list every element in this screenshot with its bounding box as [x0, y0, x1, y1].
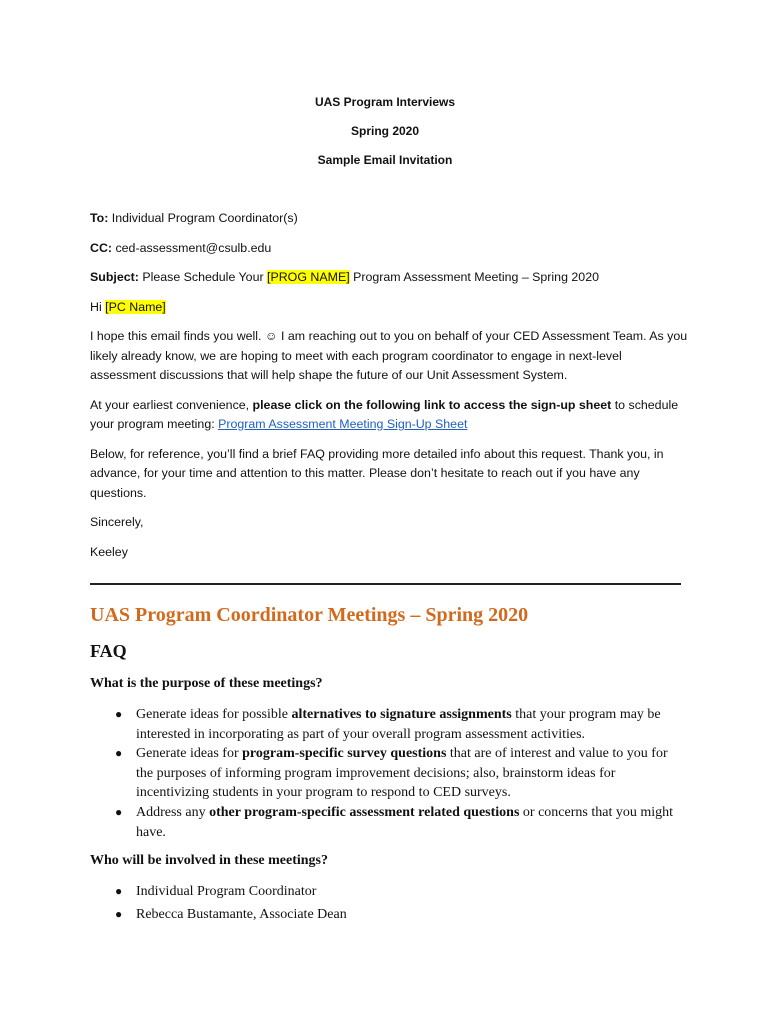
cc-line	[90, 239, 690, 259]
faq-heading: FAQ	[90, 641, 127, 661]
paragraph-intro: I hope this email finds you well. ☺ I am reaching out to you on behalf of your CED Assessment Team. As you likely already know, we are hoping to meet with each program coordinator to engage in next-level assessment discussions that will help shape the future of our Unit Assessment System.	[90, 329, 688, 382]
faq-purpose-list	[115, 705, 686, 842]
greeting-text: Hi	[90, 299, 106, 314]
faq-section-title: UAS Program Coordinator Meetings – Spring 2020	[90, 604, 529, 626]
bullet-icon: ●	[115, 707, 123, 721]
to-line	[90, 209, 690, 229]
document-subtitle: Sample Email Invitation	[317, 153, 453, 167]
faq-question-purpose: What is the purpose of these meetings?	[90, 676, 323, 691]
item-emphasis: other program-specific assessment related questions	[209, 804, 520, 820]
signup-text-pre: At your earliest convenience,	[90, 397, 253, 412]
greeting-line	[90, 298, 690, 318]
item-text: that your program may be interested in incorporating as part of your overall program assessment activities.	[136, 707, 661, 742]
item-text: Generate ideas for	[136, 746, 243, 762]
bullet-icon: ●	[115, 746, 123, 761]
item-emphasis: alternatives to signature assignments	[291, 707, 512, 722]
subject-text-post: Program Assessment Meeting – Spring 2020	[349, 270, 599, 284]
closing: Sincerely,	[90, 515, 144, 529]
signup-sheet-link[interactable]: Program Assessment Meeting Sign-Up Sheet	[218, 417, 468, 431]
signature: Keeley	[90, 544, 128, 559]
email-body	[90, 209, 690, 562]
section-divider	[90, 583, 681, 585]
document-term: Spring 2020	[350, 124, 420, 138]
list-item	[115, 705, 686, 744]
greeting-placeholder-pc-name: [PC Name]	[105, 299, 166, 314]
document-title: UAS Program Interviews	[314, 95, 456, 109]
list-item	[115, 905, 686, 925]
signup-text-bold: please click on the following link to access the sign-up sheet	[252, 397, 612, 412]
faq-participants-list	[115, 882, 686, 924]
signup-text-mid: to schedule your program meeting:	[90, 397, 679, 431]
item-text: Generate ideas for possible	[136, 707, 292, 722]
cc-label: CC:	[90, 240, 113, 255]
to-label: To:	[90, 211, 109, 225]
subject-line	[90, 268, 690, 288]
item-text: or concerns that you might have.	[136, 804, 673, 840]
bullet-icon: ●	[115, 884, 123, 898]
subject-text-pre: Please Schedule Your	[138, 270, 268, 284]
item-text: Address any	[136, 804, 210, 820]
item-text: Individual Program Coordinator	[136, 884, 317, 899]
subject-placeholder-prog-name: [PROG NAME]	[267, 270, 350, 284]
list-item	[115, 744, 686, 803]
list-item	[115, 803, 686, 842]
faq-question-participants: Who will be involved in these meetings?	[90, 853, 329, 868]
subject-label: Subject:	[90, 270, 139, 284]
item-text: Rebecca Bustamante, Associate Dean	[136, 906, 347, 922]
paragraph-signup	[90, 396, 690, 435]
bullet-icon: ●	[115, 804, 123, 819]
item-text: that are of interest and value to you for the purposes of informing program improvement decisions; also, brainstorm ideas for incentivizing students in your program to respond to CED surveys.	[136, 746, 668, 801]
cc-value: ced-assessment@csulb.edu	[112, 240, 272, 255]
bullet-icon: ●	[115, 906, 123, 921]
item-emphasis: program-specific survey questions	[242, 746, 447, 762]
paragraph-faq-reference: Below, for reference, you’ll find a brief FAQ providing more detailed info about this request. Thank you, in advance, for your time and attention to this matter. Please don’t hesitate to reach out if you have any questions.	[90, 446, 664, 500]
to-value: Individual Program Coordinator(s)	[108, 211, 298, 225]
list-item	[115, 882, 686, 902]
